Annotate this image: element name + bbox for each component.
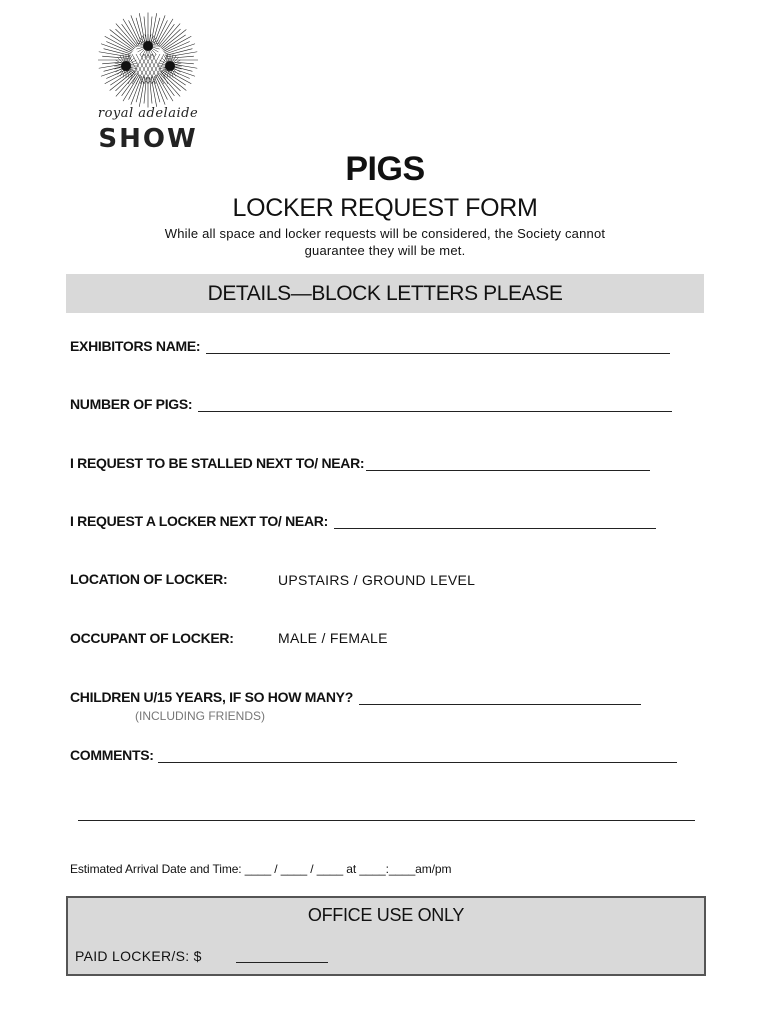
number-of-pigs-input-line[interactable] <box>198 397 672 412</box>
occupant-options[interactable]: MALE / FEMALE <box>278 630 388 646</box>
children-label: CHILDREN U/15 YEARS, IF SO HOW MANY? <box>70 689 353 705</box>
royal-adelaide-show-logo <box>78 8 218 153</box>
office-use-box <box>66 896 706 976</box>
occupant-label: OCCUPANT OF LOCKER: <box>70 630 234 646</box>
office-use-title: OFFICE USE ONLY <box>307 905 465 925</box>
paid-locker-input-line[interactable] <box>236 962 328 963</box>
occupant-of-locker-field <box>70 630 234 646</box>
locker-near-field[interactable] <box>70 513 656 529</box>
exhibitor-name-input-line[interactable] <box>206 339 670 354</box>
comments-input-line[interactable] <box>158 748 677 763</box>
exhibitor-name-field[interactable] <box>70 338 670 354</box>
logo-line-1: royal adelaide <box>97 106 199 121</box>
stalled-near-label: I REQUEST TO BE STALLED NEXT TO/ NEAR: <box>70 455 365 471</box>
page-title: PIGS <box>345 150 425 188</box>
locker-near-input-line[interactable] <box>334 514 656 529</box>
location-of-locker-field <box>70 571 227 587</box>
children-field[interactable] <box>70 689 641 705</box>
comments-label: COMMENTS: <box>70 747 154 763</box>
logo-line-2: SHOW <box>98 124 198 154</box>
stalled-near-field[interactable] <box>70 455 650 471</box>
comments-field[interactable] <box>70 747 677 763</box>
locker-near-label: I REQUEST A LOCKER NEXT TO/ NEAR: <box>70 513 328 529</box>
starburst-logo-icon <box>82 8 214 108</box>
details-heading: DETAILS—BLOCK LETTERS PLEASE <box>66 274 704 313</box>
number-of-pigs-label: NUMBER OF PIGS: <box>70 396 193 412</box>
estimated-arrival-line[interactable]: Estimated Arrival Date and Time: ____ / ____ / ____ at ____:____am/pm <box>70 862 452 876</box>
paid-locker-label: PAID LOCKER/S: $ <box>75 948 202 964</box>
location-options[interactable]: UPSTAIRS / GROUND LEVEL <box>278 572 476 588</box>
children-input-line[interactable] <box>359 690 641 705</box>
children-note: (INCLUDING FRIENDS) <box>135 709 266 723</box>
location-label: LOCATION OF LOCKER: <box>70 571 228 587</box>
stalled-near-input-line[interactable] <box>366 456 650 471</box>
comments-input-line-2[interactable] <box>78 820 695 821</box>
form-subtitle: LOCKER REQUEST FORM <box>232 194 538 222</box>
number-of-pigs-field[interactable] <box>70 396 672 412</box>
disclaimer-text: While all space and locker requests will be considered, the Society cannot guarantee they will be met. <box>164 226 606 258</box>
exhibitor-name-label: EXHIBITORS NAME: <box>70 338 201 354</box>
